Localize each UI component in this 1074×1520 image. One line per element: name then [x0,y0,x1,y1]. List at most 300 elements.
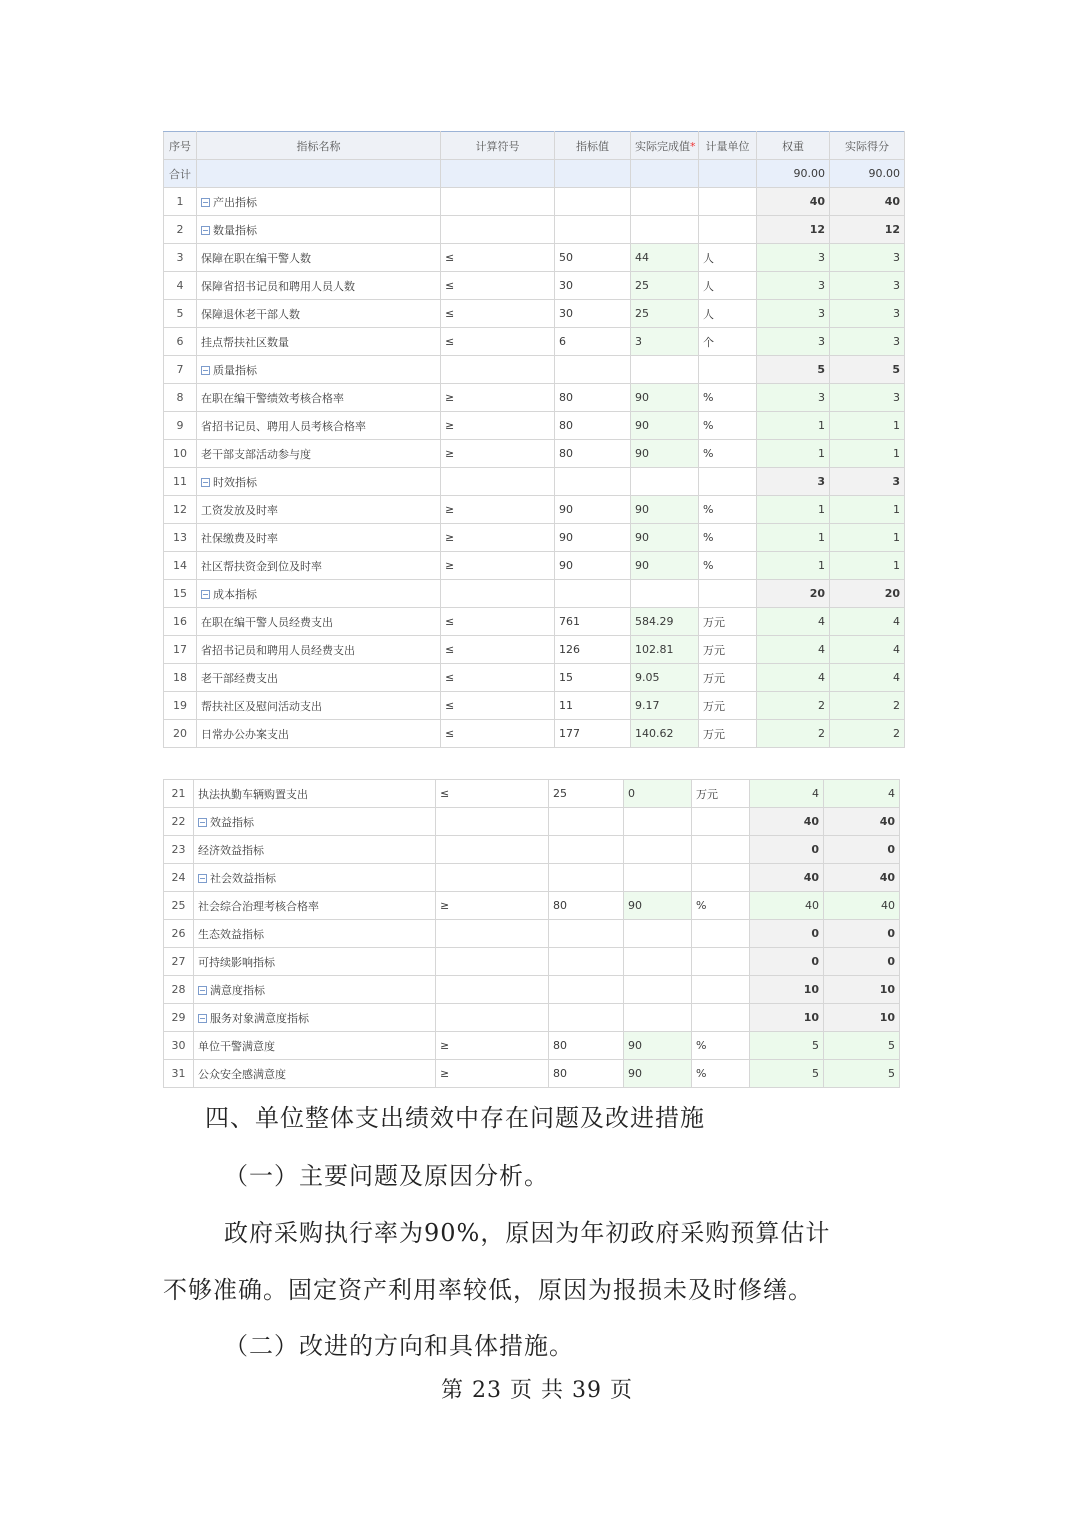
row-score: 3 [830,384,905,412]
row-score: 4 [824,780,900,808]
row-unit [692,864,750,892]
table-row[interactable] [164,524,905,552]
row-seq: 7 [164,356,197,384]
row-actual-value: 90 [631,552,699,580]
table-row[interactable] [164,836,900,864]
row-score: 1 [830,524,905,552]
header-unit[interactable]: 计量单位 [699,132,757,160]
indicator-label: 服务对象满意度指标 [210,1011,309,1025]
row-actual-value [624,920,692,948]
row-indicator-name [197,552,441,580]
row-indicator-name [197,328,441,356]
row-indicator-name [194,780,436,808]
row-target-value [549,836,624,864]
row-score: 5 [830,356,905,384]
row-score: 1 [830,552,905,580]
total-weight: 90.00 [757,160,830,188]
header-seq[interactable]: 序号 [164,132,197,160]
row-indicator-name [197,188,441,216]
row-weight: 12 [757,216,830,244]
row-weight: 4 [757,664,830,692]
row-weight: 1 [757,524,830,552]
row-seq: 30 [164,1032,194,1060]
row-symbol [441,580,555,608]
paragraph-line-2: 不够准确。固定资产利用率较低，原因为报损未及时修缮。 [163,1276,813,1304]
row-unit: 人 [699,244,757,272]
row-target-value [555,468,631,496]
row-score: 12 [830,216,905,244]
row-seq: 27 [164,948,194,976]
row-seq: 8 [164,384,197,412]
row-symbol [436,948,549,976]
indicator-label: 社会综合治理考核合格率 [198,899,319,913]
row-indicator-name [194,1060,436,1088]
row-weight: 0 [750,948,824,976]
row-actual-value [631,216,699,244]
row-actual-value: 90 [631,440,699,468]
total-row [164,160,905,188]
row-score: 0 [824,920,900,948]
table-row[interactable] [164,580,905,608]
row-weight: 1 [757,412,830,440]
row-target-value: 126 [555,636,631,664]
row-unit: % [692,1032,750,1060]
row-score: 2 [830,720,905,748]
row-seq: 6 [164,328,197,356]
row-score: 0 [824,948,900,976]
row-seq: 24 [164,864,194,892]
row-indicator-name [197,272,441,300]
row-symbol [441,356,555,384]
indicator-label: 单位干警满意度 [198,1039,275,1053]
row-unit: 万元 [699,720,757,748]
row-target-value [549,1004,624,1032]
header-score[interactable]: 实际得分 [830,132,905,160]
row-target-value: 90 [555,496,631,524]
row-target-value: 30 [555,300,631,328]
indicator-label: 经济效益指标 [198,843,264,857]
row-indicator-name [197,300,441,328]
table-row[interactable] [164,188,905,216]
row-target-value: 11 [555,692,631,720]
row-seq: 29 [164,1004,194,1032]
row-symbol [441,216,555,244]
row-symbol: ≥ [441,524,555,552]
row-weight: 4 [750,780,824,808]
row-weight: 0 [750,836,824,864]
row-target-value: 15 [555,664,631,692]
row-target-value [549,948,624,976]
collapse-icon[interactable] [201,198,210,207]
collapse-icon[interactable] [201,478,210,487]
row-unit [692,808,750,836]
row-symbol: ≤ [436,780,549,808]
total-cell [631,160,699,188]
row-unit: 人 [699,272,757,300]
indicator-label: 保障省招书记员和聘用人员人数 [201,279,355,293]
table-row[interactable] [164,272,905,300]
table-row[interactable] [164,216,905,244]
table-row[interactable] [164,244,905,272]
row-target-value [555,580,631,608]
row-score: 1 [830,412,905,440]
row-symbol [441,468,555,496]
row-indicator-name [197,440,441,468]
row-indicator-name [194,1032,436,1060]
section-heading: 四、单位整体支出绩效中存在问题及改进措施 [205,1104,705,1132]
header-symbol[interactable]: 计算符号 [441,132,555,160]
row-score: 3 [830,244,905,272]
table-header-row [164,132,905,160]
row-weight: 4 [757,608,830,636]
row-unit [699,468,757,496]
row-target-value [549,864,624,892]
row-score: 5 [824,1060,900,1088]
table-row[interactable] [164,552,905,580]
row-actual-value: 90 [631,412,699,440]
row-target-value: 177 [555,720,631,748]
row-unit [699,356,757,384]
indicator-label: 保障退休老干部人数 [201,307,300,321]
row-unit: % [699,524,757,552]
row-target-value: 90 [555,552,631,580]
row-actual-value: 140.62 [631,720,699,748]
row-weight: 0 [750,920,824,948]
row-indicator-name [194,864,436,892]
indicator-label: 满意度指标 [210,983,265,997]
row-seq: 18 [164,664,197,692]
row-score: 4 [830,608,905,636]
row-symbol [436,1004,549,1032]
row-actual-value [624,976,692,1004]
header-value[interactable]: 指标值 [555,132,631,160]
row-indicator-name [197,636,441,664]
row-actual-value [624,948,692,976]
table-row[interactable] [164,780,900,808]
row-indicator-name [197,496,441,524]
row-weight: 5 [750,1032,824,1060]
indicator-label: 成本指标 [213,587,257,601]
collapse-icon[interactable] [198,986,207,995]
row-symbol: ≤ [441,272,555,300]
row-unit [699,216,757,244]
row-indicator-name [197,356,441,384]
row-weight: 3 [757,384,830,412]
row-symbol [436,920,549,948]
row-seq: 2 [164,216,197,244]
row-weight: 3 [757,300,830,328]
row-unit [692,1004,750,1032]
indicator-table-part1 [163,131,905,748]
row-score: 1 [830,440,905,468]
table-row[interactable] [164,636,905,664]
row-seq: 5 [164,300,197,328]
indicator-label: 质量指标 [213,363,257,377]
indicator-label: 社区帮扶资金到位及时率 [201,559,322,573]
row-indicator-name [197,244,441,272]
row-weight: 20 [757,580,830,608]
collapse-icon[interactable] [201,590,210,599]
row-weight: 1 [757,496,830,524]
indicator-label: 帮扶社区及慰问活动支出 [201,699,322,713]
row-score: 0 [824,836,900,864]
row-unit: % [699,384,757,412]
row-actual-value: 25 [631,300,699,328]
row-actual-value: 3 [631,328,699,356]
row-indicator-name [197,412,441,440]
indicator-label: 时效指标 [213,475,257,489]
row-score: 3 [830,468,905,496]
indicator-label: 省招书记员、聘用人员考核合格率 [201,419,366,433]
row-seq: 31 [164,1060,194,1088]
table-row[interactable] [164,608,905,636]
row-symbol: ≥ [441,496,555,524]
row-actual-value [631,188,699,216]
row-score: 10 [824,1004,900,1032]
row-seq: 26 [164,920,194,948]
row-actual-value: 9.05 [631,664,699,692]
row-score: 40 [830,188,905,216]
row-indicator-name [197,216,441,244]
row-unit: 个 [699,328,757,356]
indicator-label: 老干部经费支出 [201,671,278,685]
header-actual[interactable] [631,132,699,160]
row-indicator-name [197,384,441,412]
row-symbol: ≤ [441,328,555,356]
row-weight: 4 [757,636,830,664]
row-indicator-name [197,468,441,496]
row-unit [699,188,757,216]
row-target-value: 6 [555,328,631,356]
table-row[interactable] [164,300,905,328]
row-symbol: ≤ [441,720,555,748]
row-score: 3 [830,300,905,328]
row-weight: 5 [757,356,830,384]
row-score: 40 [824,864,900,892]
total-cell [555,160,631,188]
row-weight: 3 [757,244,830,272]
row-seq: 19 [164,692,197,720]
table-row[interactable] [164,664,905,692]
row-seq: 1 [164,188,197,216]
row-seq: 4 [164,272,197,300]
row-seq: 22 [164,808,194,836]
indicator-label: 社会效益指标 [210,871,276,885]
row-indicator-name [194,976,436,1004]
row-actual-value: 0 [624,780,692,808]
table-row[interactable] [164,356,905,384]
row-target-value: 761 [555,608,631,636]
row-indicator-name [194,920,436,948]
row-indicator-name [194,1004,436,1032]
row-weight: 40 [750,808,824,836]
row-score: 3 [830,272,905,300]
row-target-value: 80 [555,412,631,440]
row-unit [692,836,750,864]
row-actual-value [631,580,699,608]
indicator-label: 数量指标 [213,223,257,237]
row-seq: 11 [164,468,197,496]
row-symbol: ≤ [441,636,555,664]
row-actual-value: 90 [631,384,699,412]
row-unit: % [692,892,750,920]
subheading-improvements: （二）改进的方向和具体措施。 [224,1332,574,1360]
row-unit: 万元 [699,608,757,636]
row-score: 40 [824,892,900,920]
row-seq: 13 [164,524,197,552]
row-actual-value: 90 [631,524,699,552]
row-target-value [549,920,624,948]
row-indicator-name [194,892,436,920]
table2-body [164,780,900,1088]
row-target-value: 80 [549,1032,624,1060]
total-cell [699,160,757,188]
row-weight: 3 [757,328,830,356]
row-symbol [436,864,549,892]
row-symbol [436,808,549,836]
row-weight: 2 [757,692,830,720]
header-name[interactable]: 指标名称 [197,132,441,160]
total-score: 90.00 [830,160,905,188]
row-indicator-name [197,524,441,552]
row-symbol: ≤ [441,244,555,272]
row-seq: 20 [164,720,197,748]
indicator-label: 挂点帮扶社区数量 [201,335,289,349]
row-target-value: 25 [549,780,624,808]
row-indicator-name [197,692,441,720]
table-row[interactable] [164,692,905,720]
row-unit: % [699,496,757,524]
row-seq: 14 [164,552,197,580]
row-weight: 40 [750,892,824,920]
table-row[interactable] [164,720,905,748]
row-seq: 16 [164,608,197,636]
row-symbol [436,976,549,1004]
table-row[interactable] [164,468,905,496]
row-actual-value [631,356,699,384]
row-weight: 40 [750,864,824,892]
row-unit: % [699,552,757,580]
row-actual-value: 44 [631,244,699,272]
row-unit: 人 [699,300,757,328]
row-unit: 万元 [699,692,757,720]
required-mark: * [690,139,696,153]
indicator-table-part2 [163,779,900,1088]
row-symbol [436,836,549,864]
table-row[interactable] [164,892,900,920]
table-row[interactable] [164,1032,900,1060]
indicator-label: 日常办公办案支出 [201,727,289,741]
row-target-value: 80 [549,892,624,920]
row-target-value: 80 [549,1060,624,1088]
indicator-label: 产出指标 [213,195,257,209]
row-unit: % [699,440,757,468]
row-target-value [555,188,631,216]
row-actual-value: 90 [624,1060,692,1088]
row-seq: 17 [164,636,197,664]
row-seq: 25 [164,892,194,920]
row-indicator-name [194,808,436,836]
table-row[interactable] [164,864,900,892]
total-cell [441,160,555,188]
collapse-icon[interactable] [201,226,210,235]
indicator-label: 省招书记员和聘用人员经费支出 [201,643,355,657]
row-seq: 9 [164,412,197,440]
collapse-icon[interactable] [198,874,207,883]
row-unit [699,580,757,608]
indicator-label: 社保缴费及时率 [201,531,278,545]
table-row[interactable] [164,1060,900,1088]
table-row[interactable] [164,440,905,468]
row-weight: 1 [757,440,830,468]
row-symbol [441,188,555,216]
row-unit: 万元 [699,636,757,664]
table-row[interactable] [164,976,900,1004]
row-target-value [555,356,631,384]
row-seq: 21 [164,780,194,808]
collapse-icon[interactable] [201,366,210,375]
indicator-label: 保障在职在编干警人数 [201,251,311,265]
row-unit: % [692,1060,750,1088]
collapse-icon[interactable] [198,1014,207,1023]
row-weight: 40 [757,188,830,216]
collapse-icon[interactable] [198,818,207,827]
row-score: 5 [824,1032,900,1060]
row-indicator-name [197,664,441,692]
row-actual-value: 584.29 [631,608,699,636]
table-row[interactable] [164,920,900,948]
row-score: 4 [830,664,905,692]
row-weight: 2 [757,720,830,748]
paragraph-line-1: 政府采购执行率为90%，原因为年初政府采购预算估计 [224,1219,831,1247]
row-symbol: ≥ [441,384,555,412]
table-row[interactable] [164,384,905,412]
row-symbol: ≥ [441,552,555,580]
row-actual-value [624,836,692,864]
row-symbol: ≥ [441,440,555,468]
table-row[interactable] [164,412,905,440]
row-actual-value: 9.17 [631,692,699,720]
row-seq: 28 [164,976,194,1004]
header-weight[interactable]: 权重 [757,132,830,160]
table-row[interactable] [164,808,900,836]
indicator-label: 在职在编干警人员经费支出 [201,615,333,629]
table-row[interactable] [164,496,905,524]
table-row[interactable] [164,1004,900,1032]
row-indicator-name [197,608,441,636]
row-unit: % [699,412,757,440]
row-symbol: ≤ [441,664,555,692]
row-target-value: 50 [555,244,631,272]
table-row[interactable] [164,948,900,976]
row-target-value: 80 [555,384,631,412]
row-symbol: ≤ [441,692,555,720]
row-symbol: ≥ [436,1060,549,1088]
row-target-value [549,976,624,1004]
row-target-value [555,216,631,244]
row-seq: 10 [164,440,197,468]
row-score: 10 [824,976,900,1004]
table-row[interactable] [164,328,905,356]
indicator-label: 执法执勤车辆购置支出 [198,787,308,801]
row-score: 2 [830,692,905,720]
row-unit: 万元 [699,664,757,692]
subheading-problems: （一）主要问题及原因分析。 [224,1162,549,1190]
row-weight: 3 [757,468,830,496]
row-symbol: ≥ [441,412,555,440]
row-indicator-name [197,580,441,608]
row-seq: 3 [164,244,197,272]
